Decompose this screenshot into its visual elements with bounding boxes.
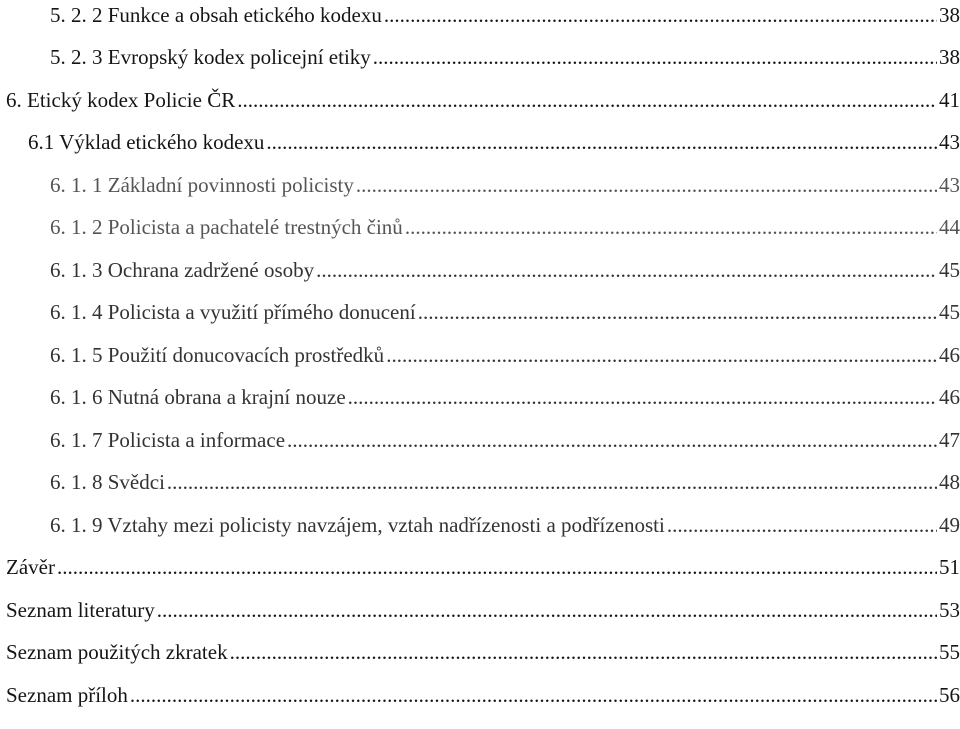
- toc-entry-title: 6. 1. 6 Nutná obrana a krajní nouze: [50, 385, 346, 409]
- toc-entry[interactable]: [50, 198, 960, 238]
- toc-dot-leader: [230, 642, 937, 663]
- toc-entry-title: 5. 2. 2 Funkce a obsah etického kodexu: [50, 3, 382, 27]
- toc-entry-page: 48: [939, 470, 960, 494]
- toc-entry-page: 41: [939, 88, 960, 112]
- toc-entry[interactable]: [6, 581, 960, 621]
- toc-dot-leader: [384, 5, 937, 26]
- toc-entry-page: 44: [939, 215, 960, 239]
- toc-entry[interactable]: [6, 666, 960, 706]
- toc-entry[interactable]: [50, 283, 960, 323]
- toc-entry-title: 6. Etický kodex Policie ČR: [6, 88, 236, 112]
- toc-entry-title: 5. 2. 3 Evropský kodex policejní etiky: [50, 45, 371, 69]
- toc-entry[interactable]: [50, 453, 960, 493]
- toc-entry-page: 47: [939, 428, 960, 452]
- toc-entry-page: 45: [939, 300, 960, 324]
- toc-dot-leader: [57, 557, 937, 578]
- toc-entry-title: 6. 1. 3 Ochrana zadržené osoby: [50, 258, 315, 282]
- toc-entry[interactable]: [6, 623, 960, 663]
- toc-entry[interactable]: [6, 71, 960, 111]
- toc-entry[interactable]: [50, 496, 960, 536]
- toc-dot-leader: [167, 472, 937, 493]
- toc-entry-page: 38: [939, 45, 960, 69]
- toc-dot-leader: [405, 217, 937, 238]
- toc-entry[interactable]: [50, 368, 960, 408]
- toc-entry-title: 6.1 Výklad etického kodexu: [28, 130, 265, 154]
- toc-entry-page: 51: [939, 555, 960, 579]
- toc-entry[interactable]: [28, 113, 960, 153]
- toc-entry[interactable]: [50, 411, 960, 451]
- toc-entry-title: Seznam použitých zkratek: [6, 640, 228, 664]
- toc-entry[interactable]: [50, 28, 960, 68]
- toc-entry-title: 6. 1. 4 Policista a využití přímého donucení: [50, 300, 416, 324]
- toc-entry-title: 6. 1. 9 Vztahy mezi policisty navzájem, vztah nadřízenosti a podřízenosti: [50, 513, 665, 537]
- toc-entry-page: 56: [939, 683, 960, 707]
- toc-entry-title: 6. 1. 1 Základní povinnosti policisty: [50, 173, 354, 197]
- toc-dot-leader: [667, 515, 937, 536]
- toc-entry[interactable]: [6, 538, 960, 578]
- toc-entry[interactable]: [50, 0, 960, 26]
- toc-entry-page: 45: [939, 258, 960, 282]
- toc-entry-title: 6. 1. 5 Použití donucovacích prostředků: [50, 343, 385, 367]
- toc-entry-title: Závěr: [6, 555, 55, 579]
- toc-dot-leader: [237, 90, 937, 111]
- toc-entry-title: Seznam příloh: [6, 683, 128, 707]
- toc-entry-page: 49: [939, 513, 960, 537]
- toc-dot-leader: [130, 685, 937, 706]
- toc-dot-leader: [348, 387, 937, 408]
- toc-dot-leader: [373, 47, 937, 68]
- toc-dot-leader: [266, 132, 937, 153]
- toc-dot-leader: [418, 302, 937, 323]
- toc-dot-leader: [356, 175, 937, 196]
- toc-dot-leader: [157, 600, 937, 621]
- toc-dot-leader: [316, 260, 937, 281]
- toc-entry-page: 43: [939, 130, 960, 154]
- toc-entry[interactable]: [50, 326, 960, 366]
- toc-entry-page: 43: [939, 173, 960, 197]
- toc-entry-page: 46: [939, 343, 960, 367]
- toc-entry[interactable]: [50, 241, 960, 281]
- toc-entry-page: 46: [939, 385, 960, 409]
- toc-entry-page: 55: [939, 640, 960, 664]
- toc-entry[interactable]: [50, 156, 960, 196]
- toc-dot-leader: [287, 430, 937, 451]
- toc-entry-page: 38: [939, 3, 960, 27]
- toc-dot-leader: [386, 345, 937, 366]
- toc-entry-title: 6. 1. 7 Policista a informace: [50, 428, 286, 452]
- toc-entry-title: 6. 1. 2 Policista a pachatelé trestných činů: [50, 215, 403, 239]
- toc-entry-title: Seznam literatury: [6, 598, 155, 622]
- toc-entry-page: 53: [939, 598, 960, 622]
- toc-entry-title: 6. 1. 8 Svědci: [50, 470, 165, 494]
